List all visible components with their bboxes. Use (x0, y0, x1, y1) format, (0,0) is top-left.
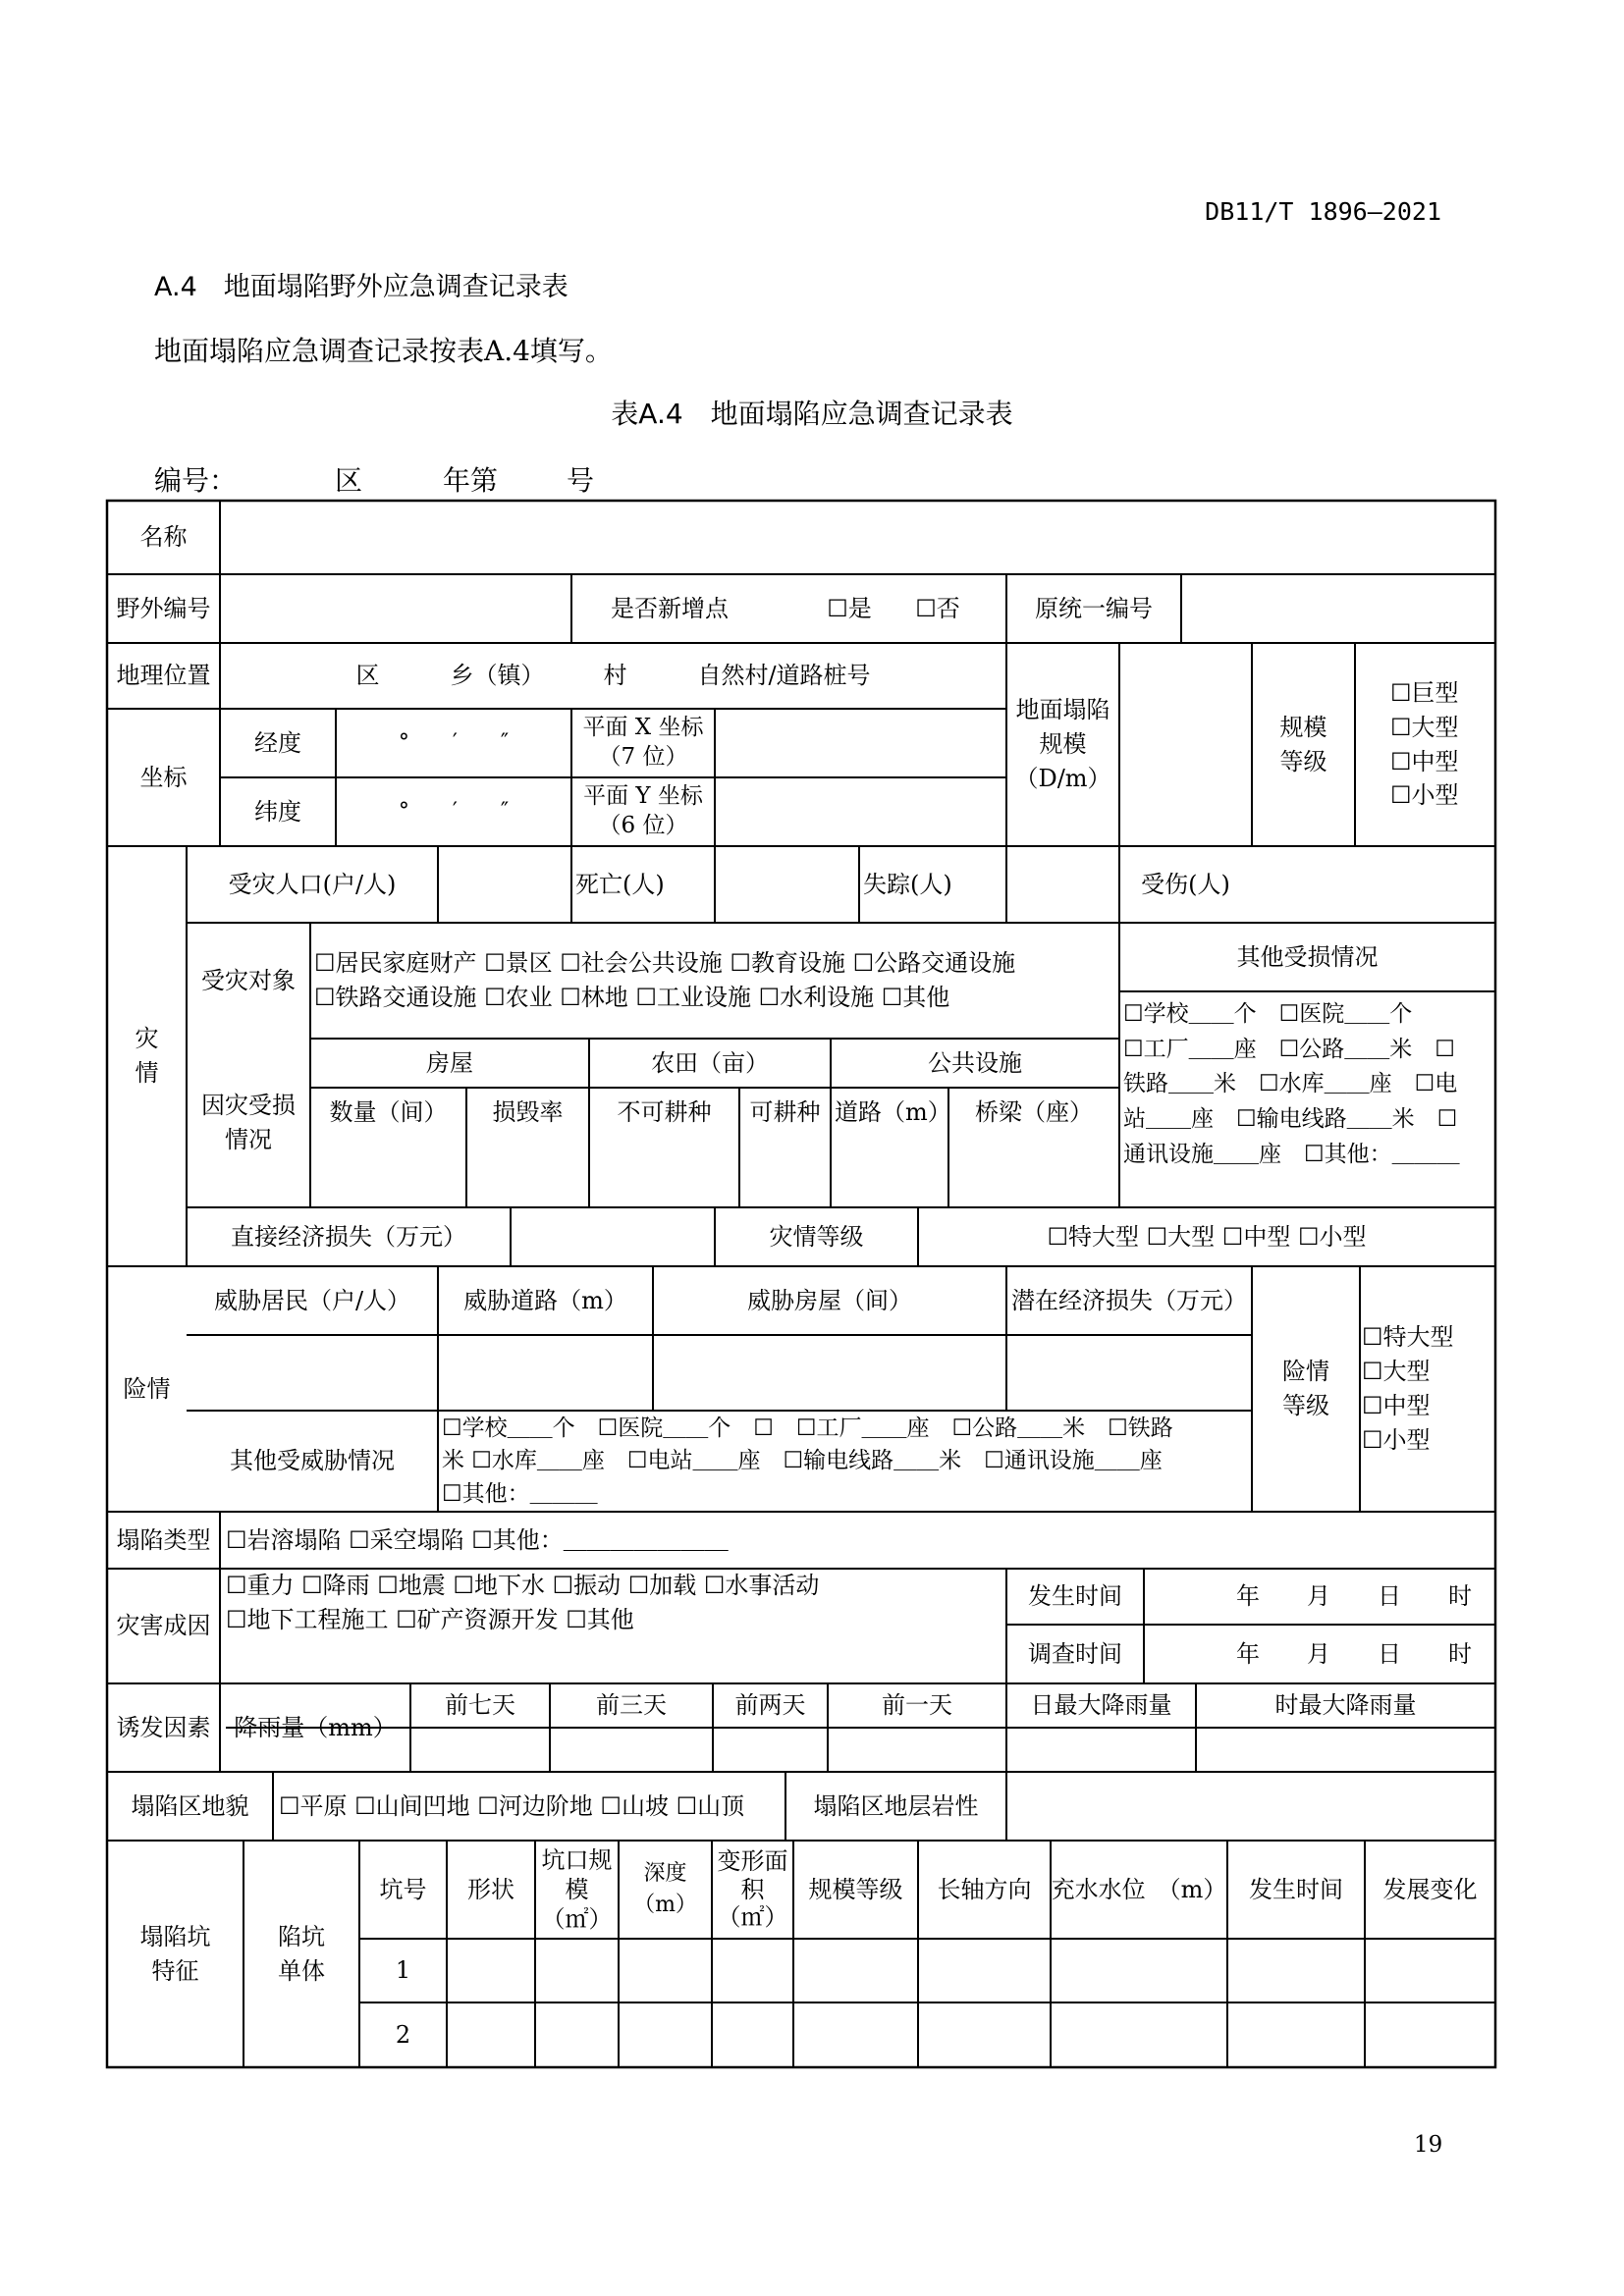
landform-options[interactable]: ☐平原 ☐山间凹地 ☐河边阶地 ☐山坡 ☐山顶 (279, 1791, 745, 1820)
cell-farmland-label: 农田（亩） (651, 1048, 769, 1077)
cell-scale-label: 地面塌陷规模（D/m） (1014, 696, 1111, 792)
col-pit-scale: 坑口规模（㎡） (541, 1846, 613, 1933)
danger-opt-large[interactable]: ☐大型 (1362, 1358, 1431, 1386)
col-long-axis: 长轴方向 (937, 1875, 1032, 1903)
cell-landform-label: 塌陷区地貌 (131, 1791, 249, 1820)
cell-coord-label: 坐标 (139, 763, 188, 791)
other-threat-line[interactable]: 米 ☐水库＿＿座 ☐电站＿＿座 ☐输电线路＿＿米 ☐通讯设施＿＿座 (442, 1448, 1163, 1474)
cell-occur-time-value: 年 月 日 时 (1236, 1582, 1472, 1611)
affected-obj-line2[interactable]: ☐铁路交通设施 ☐农业 ☐林地 ☐工业设施 ☐水利设施 ☐其他 (314, 984, 950, 1011)
other-damage-line[interactable]: 通讯设施＿＿座 ☐其他：＿＿＿ (1123, 1141, 1460, 1167)
other-damage-line[interactable]: ☐工厂＿＿座 ☐公路＿＿米 ☐ (1123, 1036, 1455, 1062)
col-water-level: 充水水位 （m） (1051, 1875, 1227, 1903)
pit-row-1-no: 1 (395, 1956, 411, 1985)
cell-ruin-rate-label: 损毁率 (492, 1097, 564, 1126)
cell-danger-label: 险情 (123, 1374, 171, 1403)
affected-obj-line1[interactable]: ☐居民家庭财产 ☐景区 ☐社会公共设施 ☐教育设施 ☐公路交通设施 (314, 949, 1016, 978)
collapse-type-options[interactable]: ☐岩溶塌陷 ☐采空塌陷 ☐其他：＿＿＿＿＿＿＿ (226, 1525, 729, 1554)
disaster-grade-options[interactable]: ☐特大型 ☐大型 ☐中型 ☐小型 (1047, 1222, 1367, 1251)
scale-opt-medium[interactable]: ☐中型 (1390, 747, 1459, 775)
checkbox-yes[interactable]: ☐是 (827, 594, 872, 622)
col-shape: 形状 (467, 1875, 514, 1903)
cell-survey-time-value: 年 月 日 时 (1236, 1639, 1472, 1668)
cell-death-label: 死亡(人) (575, 870, 665, 898)
serial-number: 号 (567, 464, 595, 497)
cell-threat-res-label: 威胁居民（户/人） (213, 1286, 411, 1314)
table-title: 表A.4 地面塌陷应急调查记录表 (611, 398, 1013, 430)
cause-options (220, 1569, 1006, 1683)
scale-opt-giant[interactable]: ☐巨型 (1390, 678, 1459, 707)
cell-injured-label: 受伤(人) (1141, 870, 1230, 898)
col-pit-no: 坑号 (379, 1875, 427, 1903)
cell-public-label: 公共设施 (928, 1048, 1022, 1077)
cause-line2[interactable]: ☐地下工程施工 ☐矿产资源开发 ☐其他 (226, 1605, 634, 1633)
cell-direct-loss-label: 直接经济损失（万元） (231, 1222, 466, 1251)
cell-collapse-type-label: 塌陷类型 (116, 1525, 211, 1554)
col-develop: 发展变化 (1382, 1875, 1478, 1903)
cell-disaster-label: 灾情 (135, 1025, 159, 1087)
cell-lat-dms: ° ′ ″ (398, 799, 510, 825)
cell-trigger-label: 诱发因素 (116, 1713, 211, 1741)
cell-disaster-grade-label: 灾情等级 (769, 1222, 864, 1251)
cell-occur-time-label: 发生时间 (1028, 1582, 1122, 1611)
other-threat-details (438, 1411, 1252, 1512)
cell-non-arable-label: 不可耕种 (617, 1097, 712, 1126)
cell-house-label: 房屋 (426, 1048, 473, 1077)
cell-road-label: 道路（m） (835, 1097, 951, 1126)
other-damage-line[interactable]: ☐学校＿＿个 ☐医院＿＿个 (1123, 1001, 1413, 1027)
cell-name-label: 名称 (139, 523, 188, 552)
cell-d1-label: 前一天 (882, 1691, 952, 1720)
cell-threat-house-label: 威胁房屋（间） (747, 1286, 912, 1314)
cell-qty-label: 数量（间） (329, 1097, 448, 1126)
serial-label: 编号： (154, 464, 238, 497)
col-scale-level: 规模等级 (808, 1875, 903, 1903)
cell-location-label: 地理位置 (116, 662, 211, 690)
scale-opt-small[interactable]: ☐小型 (1390, 781, 1459, 810)
cell-lithology-label: 塌陷区地层岩性 (813, 1791, 979, 1820)
other-damage-details (1119, 993, 1495, 1207)
cell-location-text: 区 乡（镇） 村 自然村/道路桩号 (355, 662, 871, 690)
cell-affected-pop-label: 受灾人口(户/人) (228, 870, 397, 898)
danger-opt-xl[interactable]: ☐特大型 (1362, 1323, 1454, 1352)
cell-cause-label: 灾害成因 (116, 1612, 211, 1640)
other-damage-line[interactable]: 站＿＿座 ☐输电线路＿＿米 ☐ (1123, 1105, 1458, 1132)
danger-opt-small[interactable]: ☐小型 (1362, 1425, 1431, 1454)
cell-arable-label: 可耕种 (749, 1097, 821, 1126)
scale-opt-large[interactable]: ☐大型 (1390, 713, 1459, 741)
cell-d2-label: 前两天 (734, 1691, 806, 1720)
cell-orig-no-label: 原统一编号 (1035, 594, 1153, 622)
cell-pit-feature-label: 塌陷坑特征 (139, 1922, 211, 1985)
cell-other-threat-label: 其他受威胁情况 (230, 1447, 395, 1475)
cell-rainfall-label: 降雨量（mm） (234, 1713, 397, 1741)
cell-threat-road-label: 威胁道路（m） (463, 1286, 627, 1314)
cell-max-hour-label: 时最大降雨量 (1274, 1691, 1417, 1720)
scale-options (1355, 643, 1495, 846)
col-depth: 深度（m） (633, 1861, 697, 1917)
cell-lon-label: 经度 (254, 728, 301, 757)
cell-damage-cond-label: 因灾受损情况 (201, 1092, 296, 1153)
cell-lat-label: 纬度 (254, 797, 301, 826)
other-damage-line[interactable]: 铁路＿＿米 ☐水库＿＿座 ☐电 (1123, 1071, 1458, 1097)
cause-line1[interactable]: ☐重力 ☐降雨 ☐地震 ☐地下水 ☐振动 ☐加载 ☐水事活动 (226, 1572, 820, 1599)
cell-other-damage-label: 其他受损情况 (1236, 942, 1379, 971)
cell-max-day-label: 日最大降雨量 (1030, 1691, 1172, 1720)
cell-danger-grade-label: 险情等级 (1282, 1358, 1329, 1419)
cell-plane-x-label: 平面 X 坐标（7 位） (582, 715, 704, 770)
danger-grade-options (1360, 1266, 1495, 1512)
danger-opt-medium[interactable]: ☐中型 (1362, 1392, 1431, 1419)
affected-obj-options (310, 923, 1119, 1039)
cell-d3-label: 前三天 (596, 1691, 667, 1720)
standard-number: DB11/T 1896—2021 (1205, 197, 1441, 226)
serial-year: 年第 (443, 464, 499, 497)
cell-lon-dms: ° ′ ″ (398, 730, 510, 756)
other-threat-line[interactable]: ☐其他：＿＿＿ (442, 1480, 598, 1507)
checkbox-no[interactable]: ☐否 (915, 594, 960, 622)
cell-potential-loss-label: 潜在经济损失（万元） (1011, 1286, 1247, 1314)
pit-row-2-no: 2 (395, 2020, 411, 2049)
cell-survey-time-label: 调查时间 (1028, 1639, 1122, 1668)
cell-field-no-label: 野外编号 (116, 594, 211, 622)
intro-text: 地面塌陷应急调查记录按表A.4填写。 (154, 335, 613, 367)
section-title: A.4 地面塌陷野外应急调查记录表 (154, 272, 568, 302)
cell-pit-single-label: 陷坑单体 (278, 1922, 325, 1985)
cell-is-new-label: 是否新增点 (611, 594, 729, 622)
cell-bridge-label: 桥梁（座） (975, 1097, 1093, 1126)
cell-missing-label: 失踪(人) (863, 870, 952, 898)
col-occur-time: 发生时间 (1249, 1875, 1343, 1903)
col-deform-area: 变形面积（㎡） (717, 1846, 788, 1932)
cell-scale-grade-label: 规模等级 (1279, 713, 1327, 775)
page-number: 19 (1414, 2132, 1443, 2158)
cell-plane-y-label: 平面 Y 坐标（6 位） (583, 783, 703, 838)
serial-district: 区 (335, 464, 363, 497)
cell-d7-label: 前七天 (445, 1691, 515, 1720)
other-threat-line[interactable]: ☐学校＿＿个 ☐医院＿＿个 ☐ ☐工厂＿＿座 ☐公路＿＿米 ☐铁路 (442, 1415, 1173, 1441)
cell-affected-obj-label: 受灾对象 (201, 966, 296, 994)
